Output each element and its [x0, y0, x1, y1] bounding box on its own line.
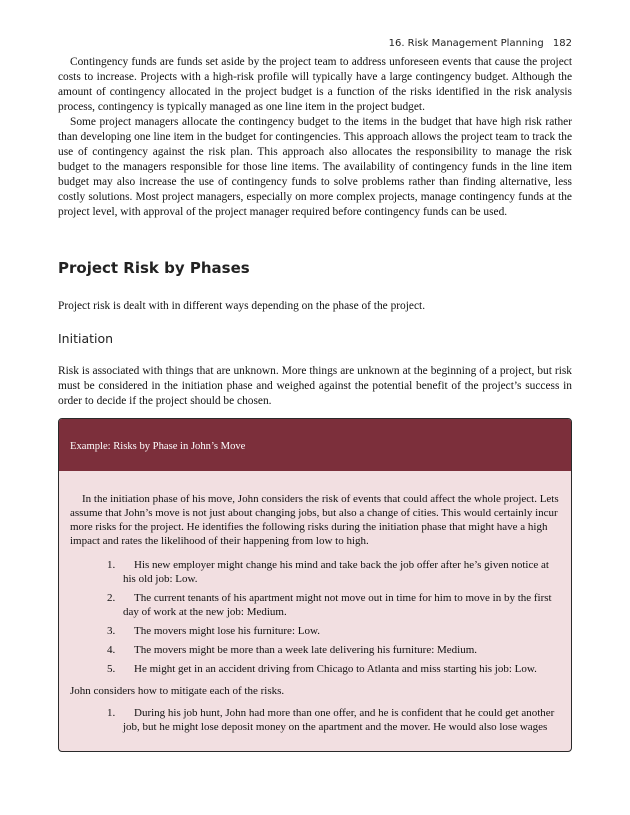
list-number: 1.: [107, 707, 116, 719]
list-number: 3.: [107, 625, 116, 637]
list-item: [70, 662, 560, 676]
example-title: Example: Risks by Phase in John’s Move: [70, 441, 246, 452]
example-box: [58, 418, 572, 752]
running-title: 16. Risk Management Planning: [388, 38, 544, 49]
list-number: 1.: [107, 559, 116, 571]
mitigation-list: [70, 706, 560, 734]
mitigate-lead: John considers how to mitigate each of the risks.: [70, 685, 285, 697]
intro-paragraphs: [58, 55, 572, 220]
list-number: 2.: [107, 592, 116, 604]
list-number: 5.: [107, 663, 116, 675]
list-text: The movers might be more than a week late delivering his furniture: Medium.: [134, 644, 478, 656]
list-item: [70, 591, 560, 619]
list-item: [70, 558, 560, 586]
list-item: [70, 643, 560, 657]
subsection-text: Risk is associated with things that are unknown. More things are unknown at the beginning of a project, but risk must be considered in the initiation phase and weighed against the potential benefit of the project’s success in order to decide if the project should be chosen.: [58, 365, 572, 407]
list-text: During his job hunt, John had more than one offer, and he is confident that he could get another job, but he might lose deposit money on the apartment and the mover. He would also lose wages: [123, 707, 555, 733]
list-item: [70, 624, 560, 638]
subsection-heading: Initiation: [58, 331, 114, 346]
example-body: [70, 492, 560, 739]
running-header: [389, 38, 572, 49]
list-text: He might get in an accident driving from Chicago to Atlanta and miss starting his job: Low.: [134, 663, 537, 675]
page-number: 182: [552, 38, 572, 49]
list-text: The current tenants of his apartment might not move out in time for him to move in by the first day of work at the new job: Medium.: [123, 592, 552, 618]
list-text: The movers might lose his furniture: Low.: [134, 625, 320, 637]
paragraph: Contingency funds are funds set aside by the project team to address unforeseen events that cause the project costs to increase. Projects with a high-risk profile will typically have a large contingency budget. Although the amount of contingency allocated in the project budget is a function of the risks identified in the risk analysis process, contingency is typically managed as one line item in the project budget.: [58, 56, 572, 113]
example-intro: In the initiation phase of his move, John considers the risk of events that could affect the whole project. Lets assume that John’s move is not just about changing jobs, but also a change of cities. This would certainly incur more risks for the project. He identifies the following risks during the initiation phase that might have a high impact and rates the likelihood of their happening from low to high.: [70, 493, 559, 547]
risk-list: [70, 558, 560, 676]
example-title-bar: [59, 419, 571, 471]
section-heading: Project Risk by Phases: [58, 259, 250, 277]
list-text: His new employer might change his mind and take back the job offer after he’s given notice at his old job: Low.: [123, 559, 549, 585]
list-number: 4.: [107, 644, 116, 656]
section-lead: Project risk is dealt with in different ways depending on the phase of the project.: [58, 300, 426, 312]
paragraph: Some project managers allocate the contingency budget to the items in the budget that have high risk rather than developing one line item in the budget for contingencies. This approach allows the project team to track the use of contingency against the risk plan. This approach also allocates the responsibility to manage the risk budget to the managers responsible for those line items. The availability of contingency funds in the line item budget may also increase the use of contingency funds to solve problems rather than finding alternative, less costly solutions. Most project managers, especially on more complex projects, manage contingency funds at the project level, with approval of the project manager required before contingency funds can be used.: [58, 116, 572, 218]
list-item: [70, 706, 560, 734]
